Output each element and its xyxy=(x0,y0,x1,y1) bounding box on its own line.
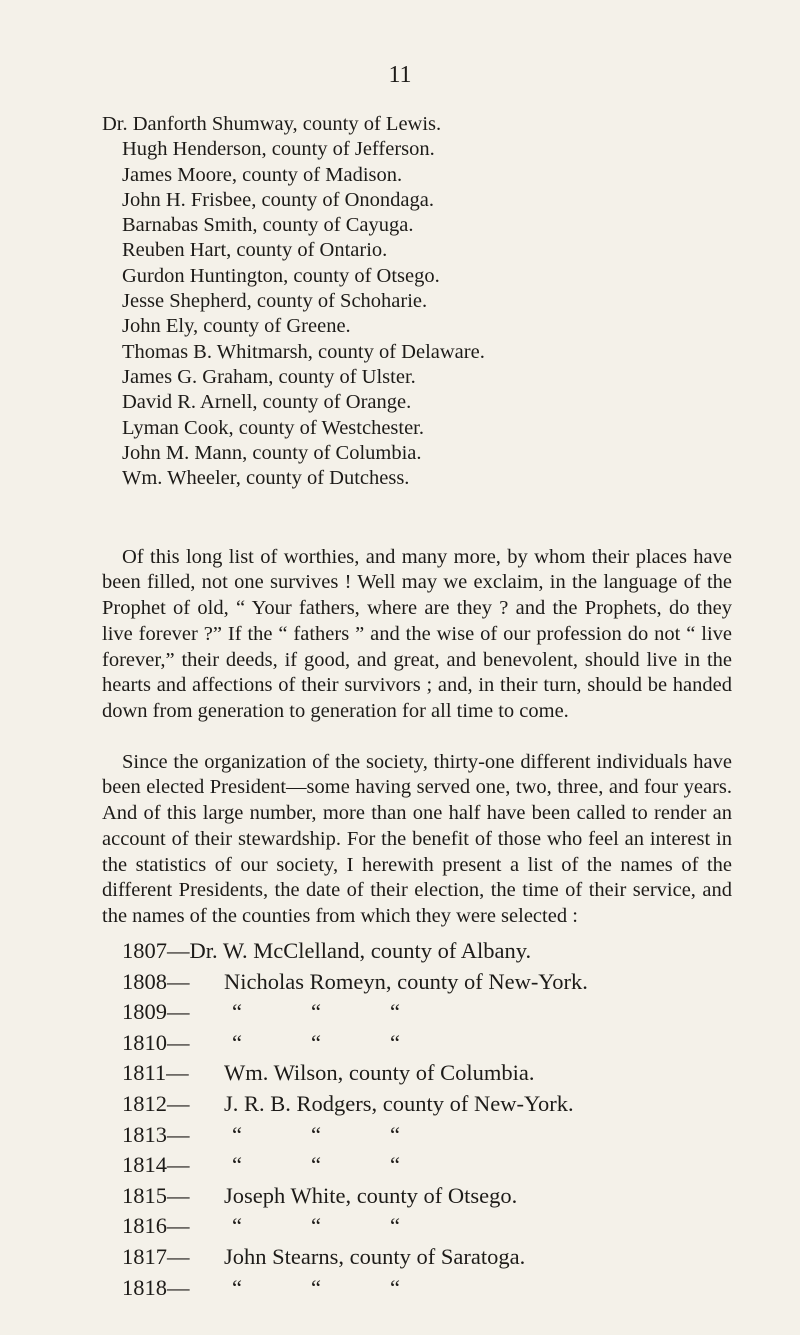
body-paragraph-worthies: Of this long list of worthies, and many more, by whom their places have been filled, not one survives ! Well may we exclaim, in the language of the Prophet of old, “ Your fathers, where are they ? and the Prophets, do they live forever ?” If the “ fathers ” and the wise of our profession do not “ live forever,” their deeds, if good, and great, and benevolent, should live in the hearts and affections of their survivors ; and, in their turn, should be handed down from generation to generation for all time to come. xyxy=(102,545,732,723)
president-row xyxy=(122,1150,588,1181)
name-line: James G. Graham, county of Ulster. xyxy=(122,365,416,388)
election-year: 1817— xyxy=(122,1243,190,1269)
election-year: 1815— xyxy=(122,1182,190,1208)
ditto-mark: “ xyxy=(232,1029,242,1055)
ditto-mark: “ xyxy=(390,1121,400,1147)
ditto-mark: “ xyxy=(311,1029,321,1055)
name-line: Lyman Cook, county of Westchester. xyxy=(122,416,425,439)
ditto-marks xyxy=(224,1150,400,1181)
ditto-mark: “ xyxy=(232,1274,242,1300)
ditto-mark: “ xyxy=(232,1213,242,1239)
president-entry: 1807—Dr. W. McClelland, county of Albany. xyxy=(122,938,532,963)
president-entry: Nicholas Romeyn, county of New-York. xyxy=(224,968,588,994)
president-row xyxy=(122,1273,588,1304)
ditto-mark: “ xyxy=(390,1213,400,1239)
name-line: John M. Mann, county of Columbia. xyxy=(122,441,422,464)
president-entry: Wm. Wilson, county of Columbia. xyxy=(224,1060,535,1086)
president-row xyxy=(122,967,588,998)
page-number: 11 xyxy=(388,62,412,88)
name-line: David R. Arnell, county of Orange. xyxy=(122,391,412,414)
name-line: Hugh Henderson, county of Jefferson. xyxy=(122,138,435,161)
ditto-mark: “ xyxy=(232,1121,242,1147)
presidents-list xyxy=(122,936,588,1303)
ditto-mark: “ xyxy=(390,1152,400,1178)
ditto-mark: “ xyxy=(232,999,242,1025)
president-row xyxy=(122,1028,588,1059)
president-row xyxy=(122,1181,588,1212)
president-row xyxy=(122,936,588,967)
election-year: 1812— xyxy=(122,1090,190,1116)
ditto-mark: “ xyxy=(390,1029,400,1055)
ditto-marks xyxy=(224,1211,400,1242)
president-row xyxy=(122,997,588,1028)
president-row xyxy=(122,1120,588,1151)
ditto-marks xyxy=(224,997,400,1028)
name-line: James Moore, county of Madison. xyxy=(122,163,403,186)
ditto-mark: “ xyxy=(390,1274,400,1300)
president-entry: Joseph White, county of Otsego. xyxy=(224,1182,518,1208)
election-year: 1814— xyxy=(122,1152,190,1178)
name-line: Reuben Hart, county of Ontario. xyxy=(122,239,388,262)
name-line: Jesse Shepherd, county of Schoharie. xyxy=(122,290,428,313)
ditto-mark: “ xyxy=(311,1152,321,1178)
president-row xyxy=(122,1058,588,1089)
name-line: John Ely, county of Greene. xyxy=(122,315,351,338)
election-year: 1813— xyxy=(122,1121,190,1147)
president-row xyxy=(122,1242,588,1273)
ditto-marks xyxy=(224,1028,400,1059)
name-line: Dr. Danforth Shumway, county of Lewis. xyxy=(102,113,442,135)
body-paragraph-presidents: Since the organization of the society, thirty-one different individuals have been elected President—some having served one, two, three, and four years. And of this large number, more than one half have been called to render an account of their stewardship. For the benefit of those who feel an interest in the statistics of our society, I herewith present a list of the names of the different Presidents, the date of their election, the time of their service, and the names of the counties from which they were selected : xyxy=(102,750,732,928)
ditto-mark: “ xyxy=(311,999,321,1025)
officer-name-list xyxy=(102,112,485,491)
election-year: 1808— xyxy=(122,968,190,994)
ditto-mark: “ xyxy=(311,1213,321,1239)
ditto-mark: “ xyxy=(311,1274,321,1300)
ditto-marks xyxy=(224,1273,400,1304)
name-line: John H. Frisbee, county of Onondaga. xyxy=(122,188,435,211)
election-year: 1818— xyxy=(122,1274,190,1300)
name-line: Gurdon Huntington, county of Otsego. xyxy=(122,264,440,287)
election-year: 1816— xyxy=(122,1213,190,1239)
name-line: Wm. Wheeler, county of Dutchess. xyxy=(122,467,410,490)
president-entry: John Stearns, county of Saratoga. xyxy=(224,1243,526,1269)
president-row xyxy=(122,1211,588,1242)
ditto-marks xyxy=(224,1120,400,1151)
ditto-mark: “ xyxy=(311,1121,321,1147)
ditto-mark: “ xyxy=(232,1152,242,1178)
president-row xyxy=(122,1089,588,1120)
president-entry: J. R. B. Rodgers, county of New-York. xyxy=(224,1090,574,1116)
election-year: 1811— xyxy=(122,1060,189,1086)
name-line: Thomas B. Whitmarsh, county of Delaware. xyxy=(122,340,485,363)
election-year: 1809— xyxy=(122,999,190,1025)
name-line: Barnabas Smith, county of Cayuga. xyxy=(122,214,414,237)
ditto-mark: “ xyxy=(390,999,400,1025)
election-year: 1810— xyxy=(122,1029,190,1055)
